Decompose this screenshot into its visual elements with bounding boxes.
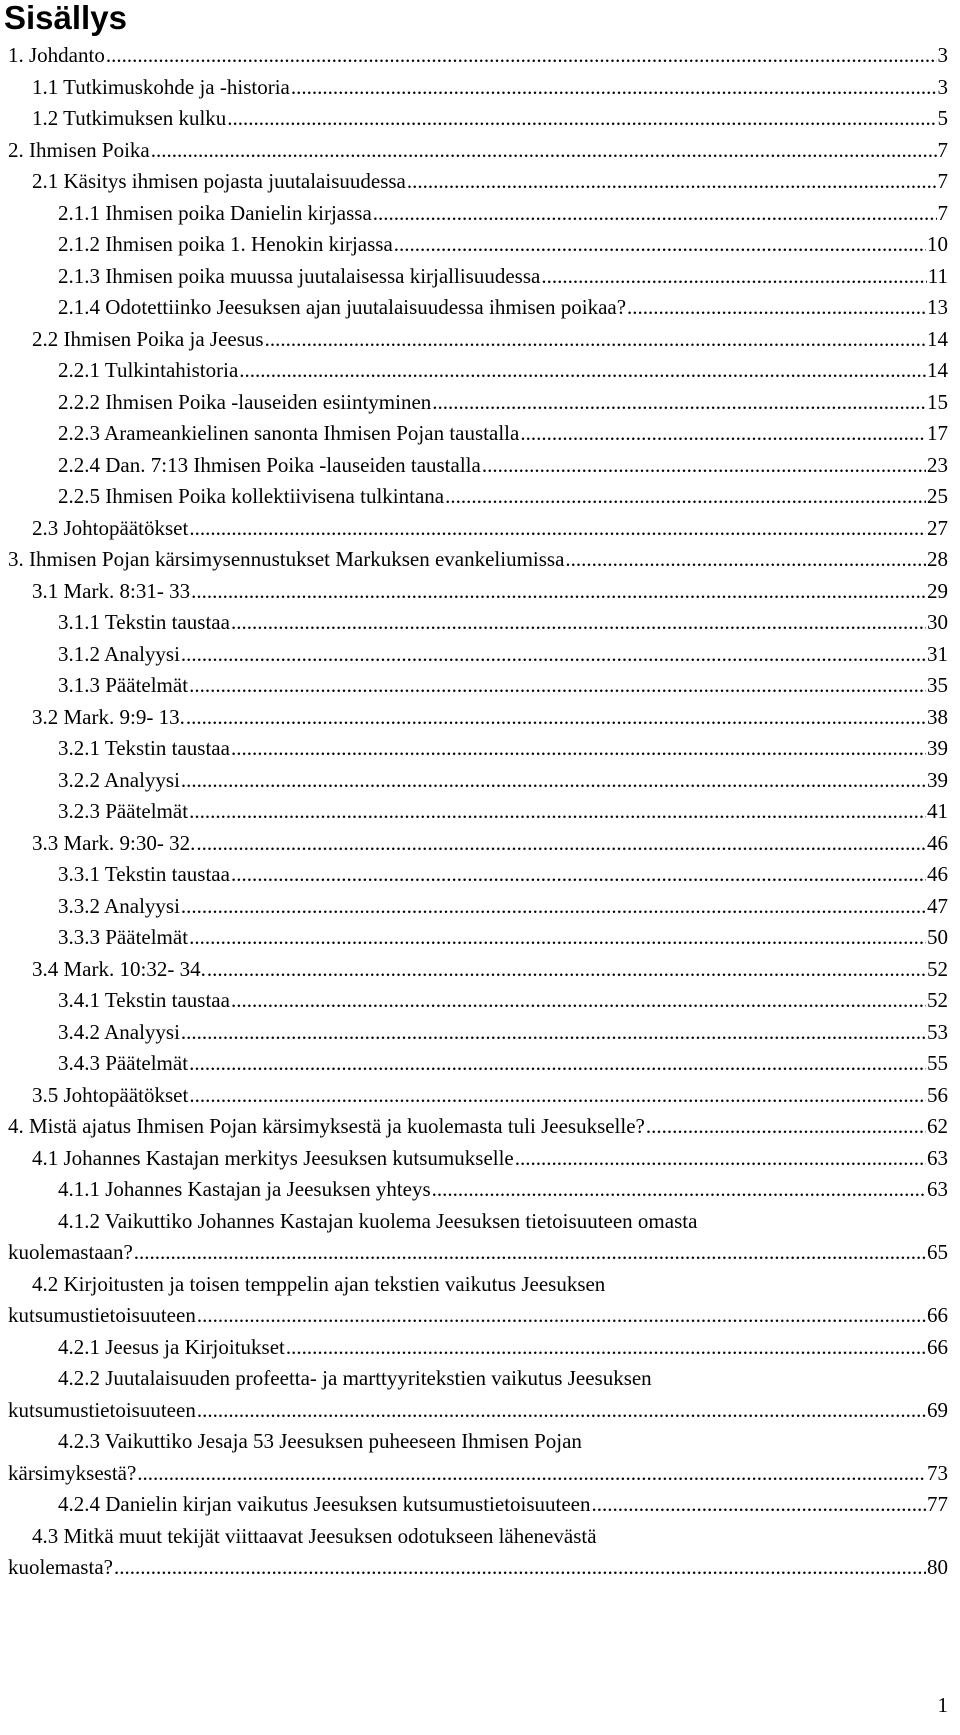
toc-entry-page: 53 — [927, 1019, 948, 1044]
toc-entry[interactable] — [58, 1174, 948, 1206]
toc-entry-label: 3.3.1 Tekstin taustaa — [58, 862, 230, 886]
toc-entry[interactable] — [58, 733, 948, 765]
toc-entry-label: 3.3 Mark. 9:30- 32. — [32, 830, 196, 855]
toc-entry[interactable] — [32, 103, 948, 135]
toc-entry-page: 23 — [927, 452, 948, 477]
toc-entry-label: 4.2.1 Jeesus ja Kirjoitukset — [58, 1334, 285, 1359]
toc-entry-page: 7 — [937, 169, 948, 193]
dot-leader — [373, 198, 937, 230]
toc-entry-page: 5 — [937, 106, 948, 130]
dot-leader — [151, 135, 937, 167]
toc-entry-page: 15 — [927, 389, 948, 414]
dot-leader — [197, 1395, 926, 1427]
toc-entry-label: 2. Ihmisen Poika — [8, 137, 150, 162]
toc-entry-page: 63 — [927, 1177, 948, 1201]
dot-leader — [515, 1143, 926, 1175]
dot-leader — [227, 103, 936, 135]
toc-entry-label: 2.2.3 Arameankielinen sanonta Ihmisen Pojan taustalla — [58, 421, 520, 445]
dot-leader — [137, 1458, 926, 1490]
toc-entry-label: 4.2.2 Juutalaisuuden profeetta- ja marttyyritekstien vaikutus Jeesuksen — [58, 1366, 652, 1390]
toc-entry[interactable] — [58, 261, 948, 293]
toc-entry-page: 35 — [927, 673, 948, 697]
toc-entry-page: 27 — [927, 515, 948, 540]
dot-leader — [181, 891, 926, 923]
toc-entry-page: 46 — [927, 862, 948, 886]
dot-leader — [291, 72, 937, 104]
toc-entry-label-continued: kutsumustietoisuuteen — [8, 1303, 196, 1327]
toc-entry-label: 4.3 Mitkä muut tekijät viittaavat Jeesuksen odotukseen lähenevästä — [32, 1523, 597, 1548]
dot-leader — [197, 1300, 926, 1332]
toc-entry[interactable] — [58, 922, 948, 954]
toc-entry-page: 77 — [927, 1492, 948, 1516]
toc-entry[interactable] — [58, 450, 948, 482]
toc-entry-label-continued: kuolemastaan? — [8, 1240, 133, 1264]
toc-entry[interactable] — [58, 607, 948, 639]
toc-entry-page: 10 — [927, 232, 948, 256]
toc-entry[interactable] — [32, 1143, 948, 1175]
dot-leader — [134, 1237, 926, 1269]
toc-entry-label-continued: kuolemasta? — [8, 1555, 113, 1579]
toc-entry-page: 52 — [927, 956, 948, 981]
dot-leader — [231, 733, 926, 765]
toc-entry-label: 1. Johdanto — [8, 43, 105, 67]
toc-entry-page: 38 — [927, 704, 948, 729]
toc-entry[interactable] — [8, 1426, 948, 1489]
toc-entry-label: 3.2.3 Päätelmät — [58, 799, 189, 823]
dot-leader — [196, 828, 926, 860]
dot-leader — [646, 1111, 926, 1143]
toc-entry-label: 2.3 Johtopäätökset — [32, 515, 189, 540]
toc-entry-label: 4.1 Johannes Kastajan merkitys Jeesuksen kutsumukselle — [32, 1145, 514, 1170]
toc-entry-label: 3.2.1 Tekstin taustaa — [58, 736, 230, 760]
toc-entry[interactable] — [58, 1048, 948, 1080]
dot-leader — [407, 166, 937, 198]
toc-entry-page: 39 — [927, 736, 948, 760]
toc-entry[interactable] — [8, 1111, 948, 1143]
toc-entry[interactable] — [58, 481, 948, 513]
toc-entry[interactable] — [32, 576, 948, 608]
toc-entry-label: 2.2.1 Tulkintahistoria — [58, 358, 239, 382]
toc-entry-label: 4.2.4 Danielin kirjan vaikutus Jeesuksen kutsumustietoisuuteen — [58, 1492, 591, 1516]
toc-entry-label: 3.4 Mark. 10:32- 34. — [32, 956, 206, 981]
toc-entry-page: 63 — [927, 1145, 948, 1170]
dot-leader — [627, 292, 926, 324]
toc-entry[interactable] — [58, 387, 948, 419]
toc-entry-page: 14 — [927, 326, 948, 351]
toc-entry[interactable] — [58, 1017, 948, 1049]
toc-entry-label: 4.1.1 Johannes Kastajan ja Jeesuksen yhteys — [58, 1177, 431, 1201]
toc-entry-label: 2.2.5 Ihmisen Poika kollektiivisena tulkintana — [58, 484, 445, 508]
toc-entry-page: 7 — [937, 137, 948, 162]
toc-entry[interactable] — [58, 985, 948, 1017]
toc-entry-label: 3.3.3 Päätelmät — [58, 925, 189, 949]
toc-entry[interactable] — [8, 1269, 948, 1332]
toc-entry[interactable] — [58, 229, 948, 261]
dot-leader — [231, 859, 926, 891]
dot-leader — [186, 702, 926, 734]
dot-leader — [106, 40, 937, 72]
toc-entry[interactable] — [58, 891, 948, 923]
toc-entry-page: 7 — [937, 200, 948, 225]
toc-entry-page: 55 — [927, 1051, 948, 1075]
toc-entry-label: 3.5 Johtopäätökset — [32, 1082, 189, 1107]
toc-entry-label: 3. Ihmisen Pojan kärsimysennustukset Markuksen evankeliumissa — [8, 547, 565, 571]
toc-entry-page: 56 — [927, 1082, 948, 1107]
dot-leader — [181, 1017, 926, 1049]
dot-leader — [189, 1080, 926, 1112]
toc-entry-label: 2.1.3 Ihmisen poika muussa juutalaisessa kirjallisuudessa — [58, 263, 541, 288]
toc-entry-label: 3.1.2 Analyysi — [58, 641, 180, 666]
dot-leader — [265, 324, 926, 356]
dot-leader — [541, 261, 926, 293]
toc-entry[interactable] — [58, 198, 948, 230]
toc-entry[interactable] — [32, 324, 948, 356]
dot-leader — [189, 513, 926, 545]
toc-entry[interactable] — [8, 1521, 948, 1584]
toc-entry[interactable] — [8, 1206, 948, 1269]
toc-entry-label: 4. Mistä ajatus Ihmisen Pojan kärsimyksestä ja kuolemasta tuli Jeesukselle? — [8, 1114, 645, 1138]
toc-entry-label: 2.1.1 Ihmisen poika Danielin kirjassa — [58, 200, 372, 225]
toc-entry-label: 3.4.1 Tekstin taustaa — [58, 988, 230, 1012]
dot-leader — [394, 229, 926, 261]
toc-entry-page: 73 — [927, 1460, 948, 1485]
toc-entry-label: 3.1 Mark. 8:31- 33 — [32, 578, 191, 603]
toc-entry-label: 3.4.2 Analyysi — [58, 1019, 180, 1044]
toc-entry-page: 50 — [927, 925, 948, 949]
toc-entry-page: 39 — [927, 767, 948, 792]
toc-entry[interactable] — [58, 292, 948, 324]
toc-entry-page: 62 — [927, 1114, 948, 1138]
dot-leader — [482, 450, 926, 482]
toc-entry[interactable] — [32, 72, 948, 104]
toc-entry-label: 4.1.2 Vaikuttiko Johannes Kastajan kuolema Jeesuksen tietoisuuteen omasta — [58, 1208, 698, 1233]
toc-entry-page: 13 — [927, 295, 948, 319]
toc-entry-page: 47 — [927, 893, 948, 918]
dot-leader — [592, 1489, 926, 1521]
toc-entry-page: 3 — [937, 43, 948, 67]
dot-leader — [231, 607, 926, 639]
toc-entry[interactable] — [58, 1332, 948, 1364]
toc-entry-page: 3 — [937, 74, 948, 99]
dot-leader — [189, 796, 926, 828]
toc-entry[interactable] — [58, 418, 948, 450]
toc-entry-page: 29 — [927, 578, 948, 603]
toc-entry-label: 1.2 Tutkimuksen kulku — [32, 106, 227, 130]
toc-entry[interactable] — [32, 513, 948, 545]
toc-entry-label: 3.3.2 Analyysi — [58, 893, 180, 918]
dot-leader — [189, 1048, 926, 1080]
toc-entry[interactable] — [8, 1363, 948, 1426]
dot-leader — [239, 355, 926, 387]
toc-entry[interactable] — [58, 1489, 948, 1521]
toc-entry-page: 66 — [927, 1334, 948, 1359]
toc-entry[interactable] — [32, 166, 948, 198]
toc-entry-label-continued: kutsumustietoisuuteen — [8, 1397, 196, 1422]
toc-entry-label: 1.1 Tutkimuskohde ja -historia — [32, 74, 290, 99]
toc-entry[interactable] — [58, 639, 948, 671]
page-number: 1 — [937, 1693, 948, 1717]
toc-entry[interactable] — [58, 355, 948, 387]
toc-entry-label: 3.1.1 Tekstin taustaa — [58, 610, 230, 634]
toc-entry[interactable] — [8, 135, 948, 167]
dot-leader — [189, 670, 926, 702]
toc-entry-page: 25 — [927, 484, 948, 508]
toc-entry-label: 2.2.2 Ihmisen Poika -lauseiden esiintyminen — [58, 389, 432, 414]
toc-entry-page: 52 — [927, 988, 948, 1012]
toc-entry-label: 3.4.3 Päätelmät — [58, 1051, 189, 1075]
toc-entry-page: 17 — [927, 421, 948, 445]
dot-leader — [432, 387, 926, 419]
toc-entry-page: 30 — [927, 610, 948, 634]
toc-entry-label: 3.2.2 Analyysi — [58, 767, 180, 792]
dot-leader — [432, 1174, 926, 1206]
toc-entry[interactable] — [32, 828, 948, 860]
toc-entry-label: 2.2.4 Dan. 7:13 Ihmisen Poika -lauseiden taustalla — [58, 452, 481, 477]
toc-entry-label: 2.1.2 Ihmisen poika 1. Henokin kirjassa — [58, 232, 393, 256]
toc-entry[interactable] — [32, 702, 948, 734]
dot-leader — [231, 985, 926, 1017]
dot-leader — [191, 576, 926, 608]
toc-entry-label: 3.2 Mark. 9:9- 13. — [32, 704, 185, 729]
toc-entry[interactable] — [58, 796, 948, 828]
toc-entry[interactable] — [8, 40, 948, 72]
toc-entry-page: 31 — [927, 641, 948, 666]
dot-leader — [445, 481, 926, 513]
toc-entry-page: 65 — [927, 1240, 948, 1264]
toc-entry[interactable] — [58, 859, 948, 891]
toc-entry-label: 2.1.4 Odotettiinko Jeesuksen ajan juutalaisuudessa ihmisen poikaa? — [58, 295, 627, 319]
dot-leader — [565, 544, 926, 576]
toc-entry-label-continued: kärsimyksestä? — [8, 1460, 137, 1485]
toc-entry-page: 80 — [927, 1555, 948, 1579]
toc-entry-label: 4.2.3 Vaikuttiko Jesaja 53 Jeesuksen puheeseen Ihmisen Pojan — [58, 1429, 582, 1453]
toc-entry-page: 41 — [927, 799, 948, 823]
toc-entry[interactable] — [58, 765, 948, 797]
toc-entry-label: 2.2 Ihmisen Poika ja Jeesus — [32, 326, 264, 351]
toc-entry-page: 66 — [927, 1303, 948, 1327]
toc-entry[interactable] — [32, 954, 948, 986]
toc-entry-page: 28 — [927, 547, 948, 571]
toc-entry-page: 11 — [927, 263, 948, 288]
dot-leader — [181, 765, 926, 797]
toc-entry-page: 14 — [927, 358, 948, 382]
toc-entry-label: 3.1.3 Päätelmät — [58, 673, 189, 697]
toc-entry[interactable] — [58, 670, 948, 702]
toc-entry-label: 4.2 Kirjoitusten ja toisen temppelin ajan tekstien vaikutus Jeesuksen — [32, 1271, 606, 1296]
dot-leader — [189, 922, 926, 954]
dot-leader — [207, 954, 926, 986]
dot-leader — [286, 1332, 926, 1364]
dot-leader — [181, 639, 926, 671]
dot-leader — [114, 1552, 926, 1584]
toc-entry-page: 69 — [927, 1397, 948, 1422]
toc-entry-page: 46 — [927, 830, 948, 855]
toc-entry-label: 2.1 Käsitys ihmisen pojasta juutalaisuudessa — [32, 169, 406, 193]
toc-entry[interactable] — [32, 1080, 948, 1112]
page-title: Sisällys — [4, 0, 127, 36]
dot-leader — [520, 418, 926, 450]
toc-entry[interactable] — [8, 544, 948, 576]
